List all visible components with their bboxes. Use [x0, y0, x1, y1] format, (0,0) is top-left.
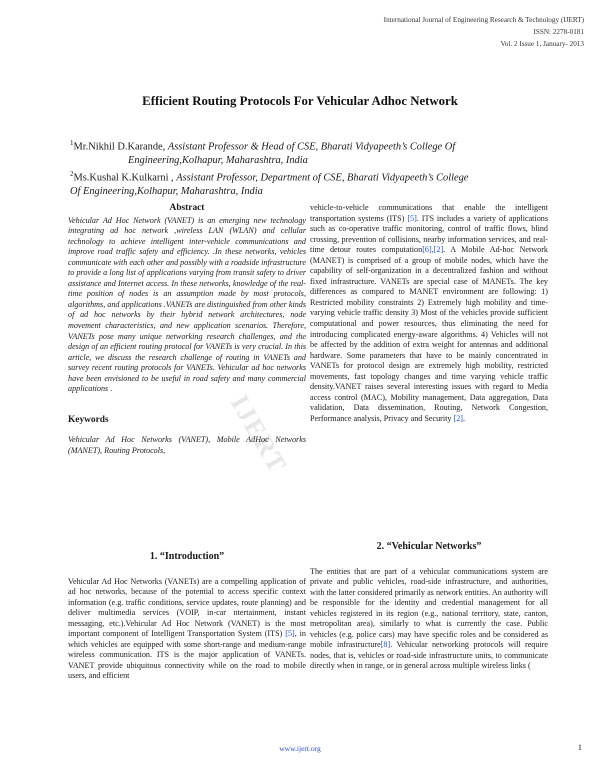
abstract-heading: Abstract	[169, 203, 205, 213]
author-2-affiliation: Assistant Professor, Department of CSE, Bharati Vidyapeeth’s College	[176, 172, 469, 184]
left-column	[68, 203, 306, 456]
citation-link[interactable]: [5]	[285, 629, 295, 639]
vehicular-section	[310, 542, 548, 672]
intro-heading: 1. “Introduction”	[149, 551, 225, 562]
intro-section	[68, 552, 306, 682]
author-2: $^2$Ms.Kushal K.Kulkarni , Assistant Professor, Department of CSE, Bharati Vidyapeeth’s College	[70, 169, 469, 184]
volume-issue: Vol. 2 Issue 1, January- 2013	[500, 40, 584, 48]
citation-link[interactable]: [6],[2]	[422, 245, 444, 255]
abstract-text: Vehicular Ad Hoc Network (VANET) is an emerging new technology integrating ad hoc network ,wireless LAN (WLAN) and cellular technology to achieve intelligent inter-vehicle communications and improve road traffic safety and efficiency. .In these networks, vehicles communicate with each other and possibly with a roadside infrastructure to provide a long list of applications varying from transit safety to driver assistance and Internet access. In these networks, knowledge of the real-time position of nodes is an assumption made by most protocols, algorithms, and applications .VANETs are distinguished from other kinds of ad hoc networks by their hybrid network architectures, node movement characteristics, and new application scenarios. Therefore, VANETs pose many unique networking research challenges, and the design of an efficient routing protocol for VANETs is very crucial. In this article, we discuss the research challenge of routing in VANETs and survey recent routing protocols for VANETs. Vehicular ad hoc networks have been envisioned to be useful in road safety and many commercial applications .	[68, 215, 306, 394]
author-2-affiliation-cont: Of Engineering,Kolhapur, Maharashtra, India	[70, 185, 263, 197]
author-1-affiliation: Assistant Professor & Head of CSE, Bharati Vidyapeeth’s College Of	[167, 141, 456, 153]
footer-website-link[interactable]: www.ijert.org	[279, 744, 321, 753]
author-2-name: Ms.Kushal K.Kulkarni ,	[73, 172, 177, 184]
issn: ISSN: 2278-0181	[533, 28, 584, 36]
vehicular-text: The entities that are part of a vehicular communications system are private and public vehicles, road-side infrastructure, and authorities, with the latter considered primarily as network entities. An authority will be responsible for the identity and credential management for all vehicles registered in its region (e.g., national territory, state, canton, metropolitan area), similarly to what is currently the case. Public vehicles (e.g. police cars) may have specific roles and be considered as mobile infrastructure[8]. Vehicular networking protocols will require nodes, that is, vehicles or road-side infrastructure units, to communicate directly when in range, or in general across multiple wireless links (	[310, 566, 548, 671]
author-1-name: Mr.Nikhil D.Karande,	[73, 141, 168, 153]
paper-title: Efficient Routing Protocols For Vehicular Adhoc Network	[142, 94, 458, 108]
citation-link[interactable]: [2]	[453, 413, 463, 423]
ijert-watermark: IJERT	[224, 390, 293, 479]
page-number: 1	[577, 742, 582, 752]
journal-name: International Journal of Engineering Research & Technology (IJERT)	[383, 16, 584, 24]
keywords-text: Vehicular Ad Hoc Networks (VANET), Mobile AdHoc Networks (MANET), Routing Protocols,	[68, 435, 306, 455]
author-block	[70, 137, 560, 198]
right-column	[310, 203, 548, 424]
keywords-heading: Keywords	[68, 414, 109, 425]
author-1: $^1$Mr.Nikhil D.Karande, Assistant Professor & Head of CSE, Bharati Vidyapeeth’s College Of	[70, 139, 456, 153]
citation-link[interactable]: [8]	[380, 640, 391, 650]
vehicular-heading: 2. “Vehicular Networks”	[376, 541, 482, 552]
running-header	[384, 14, 584, 50]
author-1-affiliation-cont: Engineering,Kolhapur, Maharashtra, India	[128, 155, 308, 167]
right-intro-text: vehicle-to-vehicle communications that enable the intelligent transportation systems (ITS) [5]. ITS includes a variety of applications such as co-operative traffic monitoring, control of traffic flows, blind crossing, prevention of collisions, nearby information services, and real-time detour routes computation[6],[2]. A Mobile Ad-hoc Network (MANET) is comprised of a group of mobile nodes, which have the capability of self-organization in a decentralized fashion and without fixed infrastructure. VANETs are special case of MANETs. The key differences as compared to MANET environment are following: 1) Restricted mobility constraints 2) Extremely high mobility and time-varying vehicle traffic density 3) Most of the vehicles provide sufficient computational and power resources, thus eliminating the need for introducing complicated energy-aware algorithms. 4) Vehicles will not be affected by the addition of extra weight for antennas and additional hardware. Some parameters that have to be mainly concentrated in VANETs for protocol design are extremely high mobility, restricted movements, fast topology changes and time varying vehicle traffic density.VANET raises several interesting issues with regard to Media access control (MAC), Mobility management, Data aggregation, Data validation, Data dissemination, Routing, Network Congestion, Performance analysis, Privacy and Security [2].	[310, 203, 548, 423]
intro-text: Vehicular Ad Hoc Networks (VANETs) are a compelling application of ad hoc networks, because of the potential to access specific context information (e.g. traffic conditions, service updates, route planning) and deliver multimedia services (VOIP, in-car ntertainment, instant messaging, etc.).Vehicular Ad Hoc Network (VANET) is the most important component of Intelligent Transportation System (ITS) [5], in which vehicles are equipped with some short-range and medium-range wireless communication. ITS is the major application of VANETs. VANET provide ubiquitous connectivity while on the road to mobile users, and efficient	[68, 576, 306, 681]
citation-link[interactable]: [5]	[407, 213, 417, 223]
